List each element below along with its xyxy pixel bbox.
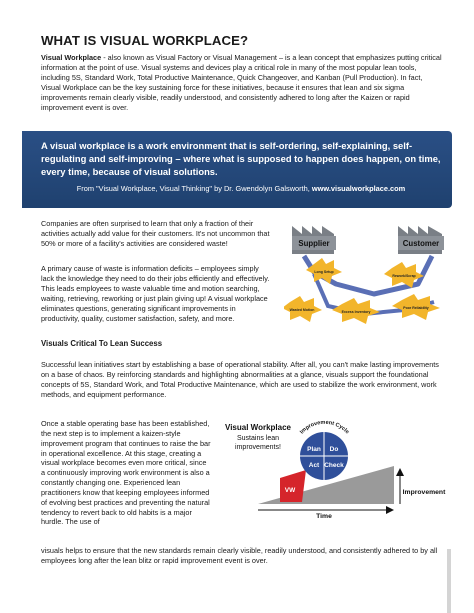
paragraph-waste-fraction: Companies are often surprised to learn that only a fraction of their activities actually add value for their customers. It's not uncommon that 50% or more of a facility's activities are considered waste! xyxy=(41,219,270,248)
paragraph-kaizen: Once a stable operating base has been established, the next step is to implement a kaizen-style improvement program that continues to raise the bar in operational excellence. At this stage, creating a visual workplace becomes even more critical, since a continuously improving work environment is also a constantly changing one. Experienced lean practitioners know that keeping employees informed of evolving best practices and preventing the natural tendency to revert back to old habits is a major hurdle. The use of xyxy=(41,419,211,527)
intro-text: - also known as Visual Factory or Visual Management – is a lean concept that emphasizes putting critical information at the point of use. Visual systems and devices play a critical role in many of the most popular lean tools, including 5S, Standard Work, Total Productive Maintenance, Quick Changeover, and Kanban (Pull Production). In fact, Visual Workplace can be the key sustaining force for these initiatives, because it ensures that lean and six sigma improvements remain clearly visible, readily understood, and consistently adhered to long after the Kaizen or rapid improvement event is over. xyxy=(41,53,442,112)
pdca-improvement-figure xyxy=(214,416,454,522)
quote-banner xyxy=(22,131,452,208)
vw-wedge-label: VW xyxy=(284,487,296,494)
waste-factory-illustration xyxy=(284,214,452,338)
supplier-label: Supplier xyxy=(298,239,330,248)
page-title: WHAT IS VISUAL WORKPLACE? xyxy=(41,33,249,48)
banner-credit xyxy=(41,184,441,193)
pdca-check: Check xyxy=(324,462,344,469)
intro-paragraph xyxy=(41,53,443,112)
paragraph-operational-stability: Successful lean initiatives start by establishing a base of operational stability. After all, you can't make lasting improvements on a base of chaos. By reinforcing standards and highlighting abnormalities at a glance, visuals support the foundational concepts of 5S, Standard Work, and Total Productive Maintenance, which are used to stabilize the work environment, work methods, and equipment performance. xyxy=(41,360,439,399)
pdca-heading: Visual Workplace xyxy=(225,423,291,432)
improvement-label: Improvement xyxy=(402,489,446,496)
pdca-do: Do xyxy=(329,446,339,453)
page-edge-bar xyxy=(447,549,451,613)
improvement-cycle-label: Improvement Cycle xyxy=(299,419,350,436)
waste-label-long-setup: Long Setup xyxy=(314,270,334,274)
pdca-plan: Plan xyxy=(307,446,321,453)
waste-label-poor-reliability: Poor Reliability xyxy=(403,306,429,310)
section-subheading: Visuals Critical To Lean Success xyxy=(41,339,163,348)
improvement-arrow xyxy=(396,468,404,476)
intro-lead: Visual Workplace xyxy=(41,53,102,62)
time-label: Time xyxy=(316,513,332,520)
credit-text: From "Visual Workplace, Visual Thinking" by Dr. Gwendolyn Galsworth, xyxy=(76,184,312,194)
waste-label-wasted-motion: Wasted Motion xyxy=(289,308,315,312)
pdca-subheading-2: improvements! xyxy=(235,444,281,451)
vw-wedge xyxy=(280,470,306,502)
waste-label-excess-inventory: Excess Inventory xyxy=(341,310,371,314)
pdca-subheading-1: Sustains lean xyxy=(236,435,280,442)
paragraph-information-deficits: A primary cause of waste is information deficits – employees simply lack the knowledge they need to do their jobs efficiently and effectively. This leads employees to waste valuable time and motion searching, waiting, retrieving, reworking or just plain giving up! A visual workplace eliminates questions, generating significant improvements in productivity, quality, customer satisfaction, safety, and more. xyxy=(41,264,270,323)
customer-label: Customer xyxy=(402,239,440,248)
pdca-act: Act xyxy=(308,462,320,469)
paragraph-visuals-help: visuals helps to ensure that the new standards remain clearly visible, readily understood, and consistently adhered to by all employees long after the lean blitz or rapid improvement event is over. xyxy=(41,546,438,565)
waste-label-rework: Rework/Scrap xyxy=(392,274,416,278)
banner-quote: A visual workplace is a work environment that is self-ordering, self-explaining, self-regulating and self-improving – where what is supposed to happen does happen, on time, every time, because of visual solutions. xyxy=(41,140,441,177)
time-arrow xyxy=(386,506,394,514)
credit-url: www.visualworkplace.com xyxy=(311,184,406,194)
